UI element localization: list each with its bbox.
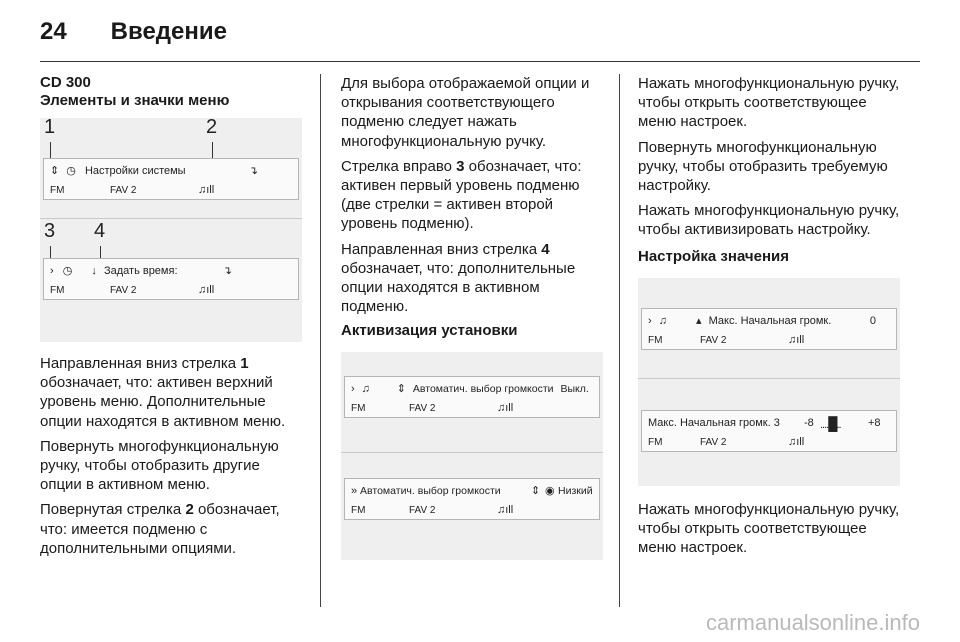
clock-icon: ◷ (62, 265, 73, 277)
lcd-title: Макс. Начальная громк. (708, 314, 832, 327)
figure-divider (341, 452, 603, 453)
lcd-title: Настройки системы (84, 165, 186, 177)
ref-number-4: 4 (541, 240, 550, 258)
section-heading-activate-setting: Активизация установки (341, 322, 518, 340)
paragraph-select-option: Для выбора отображаемой опции и открывания соответствующего подменю следует нажать многофункциональную ручку. (341, 75, 590, 150)
lcd-screen-max-start-volume-edit (641, 410, 897, 452)
column-divider-2 (619, 74, 620, 607)
turned-arrow-icon: ↴ (222, 265, 232, 277)
section-heading-menu-icons: Элементы и значки меню (40, 92, 230, 109)
watermark: carmanualsonline.info (705, 610, 920, 635)
music-signal-icon: ♫ıll (198, 184, 215, 196)
column-divider-1 (320, 74, 321, 607)
lcd-value: Выкл. (560, 383, 589, 396)
page-header (40, 18, 227, 46)
lcd-title: Автоматич. выбор громкости (412, 383, 554, 396)
lcd-title: Автоматич. выбор громкости (360, 485, 501, 498)
figure-divider (40, 218, 302, 219)
paragraph-turn-knob-setting: Повернуть многофункциональную ручку, чтобы отобразить требуемую настройку. (638, 138, 888, 195)
paragraph-down-arrow: Направленная вниз стрелка 1 обозначает, что: активен верхний уровень меню. Дополнительные опции находятся в активном меню. (40, 355, 286, 430)
right-arrow-icon: › (351, 383, 355, 396)
lcd-band: FM (648, 436, 663, 448)
down-arrow-icon: ↓ (91, 265, 97, 277)
lcd-band: FM (648, 334, 663, 346)
figure-divider (638, 378, 900, 379)
lcd-screen-max-start-volume (641, 308, 897, 350)
lcd-preset: FAV 2 (700, 334, 727, 346)
ref-number-2: 2 (185, 501, 194, 519)
lcd-preset: FAV 2 (110, 285, 137, 296)
adjust-value-figure (638, 278, 900, 486)
lcd-line-1 (648, 414, 890, 433)
lcd-screen-auto-volume-low (344, 478, 600, 520)
value-slider-icon: ....█.. (820, 415, 841, 431)
lcd-line-2 (351, 501, 593, 520)
music-signal-icon: ♫ıll (788, 333, 805, 346)
lcd-preset: FAV 2 (409, 505, 436, 517)
lcd-line-2 (50, 281, 292, 300)
lcd-line-1 (648, 312, 890, 331)
section-heading-cd300: CD 300 (40, 74, 91, 91)
callout-1: 1 (44, 116, 56, 138)
ref-number-1: 1 (240, 355, 249, 372)
lcd-line-2 (351, 399, 593, 418)
lcd-preset: FAV 2 (700, 436, 727, 448)
right-arrow-icon: › (648, 314, 652, 327)
clock-icon: ◷ (66, 165, 76, 177)
lcd-line-1 (351, 380, 593, 399)
page-title: Введение (110, 18, 227, 45)
updown-arrow-icon: ⇕ (50, 165, 60, 177)
page-number: 24 (40, 18, 67, 45)
music-note-icon: ♫ (658, 314, 667, 327)
music-note-icon: ♫ (361, 383, 370, 396)
paragraph-press-knob-open-2: Нажать многофункциональную ручку, чтобы открыть соответствующее меню настроек. (638, 500, 900, 557)
section-heading-adjust-value: Настройка значения (638, 247, 789, 265)
callout-3: 3 (44, 220, 56, 242)
music-signal-icon: ♫ıll (497, 402, 514, 415)
column-3 (638, 74, 900, 563)
slider-min-value: -8 (804, 416, 814, 429)
lcd-band: FM (351, 403, 366, 415)
lcd-line-2 (648, 331, 890, 350)
lcd-band: FM (351, 505, 366, 517)
music-signal-icon: ♫ıll (788, 435, 805, 448)
lcd-value: Низкий (558, 485, 593, 498)
music-signal-icon: ♫ıll (198, 284, 215, 296)
column-1 (40, 74, 302, 564)
ref-number-3: 3 (456, 157, 465, 175)
lcd-line-1 (351, 482, 593, 501)
paragraph-turn-knob: Повернуть многофункциональную ручку, чтобы отобразить другие опции в активном меню. (40, 437, 279, 494)
menu-icons-figure (40, 118, 302, 342)
lcd-line-2 (50, 181, 292, 200)
radio-selected-icon: ◉ (545, 485, 555, 498)
lcd-band: FM (50, 285, 65, 296)
lcd-line-2 (648, 433, 890, 452)
callout-2: 2 (206, 116, 218, 138)
lcd-line-1 (50, 162, 292, 181)
music-signal-icon: ♫ıll (497, 504, 514, 517)
lcd-preset: FAV 2 (110, 185, 137, 196)
double-right-arrow-icon: » (351, 485, 358, 498)
paragraph-submenu-down-arrow: Направленная вниз стрелка 4 обозначает, что: дополнительные опции находятся в активном подменю. (341, 240, 576, 316)
paragraph-press-knob-open: Нажать многофункциональную ручку, чтобы открыть соответствующее меню настроек. (638, 75, 900, 131)
turned-arrow-icon: ↴ (248, 165, 258, 177)
paragraph-right-arrow: Стрелка вправо 3 обозначает, что: активен первый уровень подменю (две стрелки = активен второй уровень подменю). (341, 157, 582, 233)
up-arrow-icon: ▴ (696, 314, 702, 327)
lcd-preset: FAV 2 (409, 403, 436, 415)
lcd-value: 0 (869, 314, 876, 327)
updown-arrow-icon: ⇕ (531, 485, 541, 498)
updown-arrow-icon: ⇕ (396, 383, 406, 396)
callout-4: 4 (94, 220, 106, 242)
right-arrow-icon: › (50, 265, 54, 277)
lcd-screen-set-time (43, 258, 299, 300)
activate-setting-figure (341, 352, 603, 560)
lcd-title: Макс. Начальная громк. 3 (648, 416, 780, 429)
lcd-band: FM (50, 185, 65, 196)
header-divider (40, 61, 920, 62)
paragraph-press-knob-activate: Нажать многофункциональную ручку, чтобы активизировать настройку. (638, 202, 900, 239)
lcd-title: Задать время: (103, 265, 178, 277)
lcd-screen-system-settings (43, 158, 299, 200)
slider-max-value: +8 (868, 416, 881, 429)
lcd-screen-auto-volume-off (344, 376, 600, 418)
column-2 (341, 74, 603, 560)
lcd-line-1 (50, 262, 292, 281)
paragraph-turned-arrow: Повернутая стрелка 2 обозначает, что: имеется подменю с дополнительными опциями. (40, 501, 280, 557)
